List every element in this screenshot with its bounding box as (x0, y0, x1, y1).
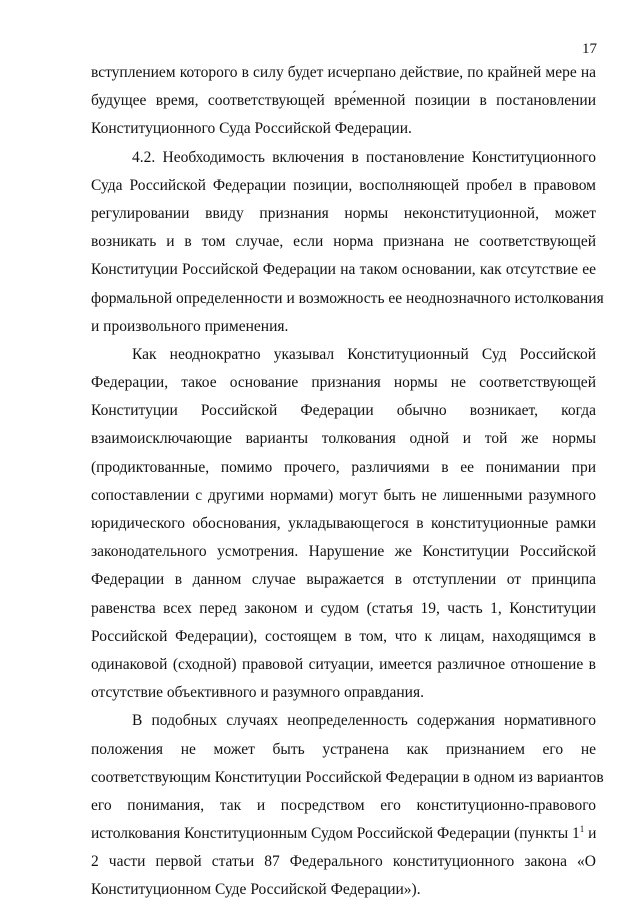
superscript: 1 (579, 823, 585, 834)
text-line: Российской Федерации), состоящем в том, что к лицам, находящимся в (91, 627, 596, 645)
text-line: отсутствие объективного и разумного оправдания. (91, 684, 424, 702)
text-line: равенства всех перед законом и судом (статья 19, часть 1, Конституции (91, 599, 596, 617)
paragraph (91, 59, 596, 144)
text-line: одинаковой (сходной) правовой ситуации, имеется различное отношение в (91, 655, 596, 673)
text-line: его понимания, так и посредством его конституционно-правового (91, 796, 596, 814)
text-line: Федерации в данном случае выражается в отступлении от принципа (91, 571, 596, 589)
text-line-with-superscript (91, 820, 596, 848)
text-line: юридического обоснования, укладывающегося в конституционные рамки (91, 515, 596, 532)
text-segment: и (584, 825, 597, 843)
page-number: 17 (582, 41, 597, 57)
text-segment: истолкования Конституционным Судом Российской Федерации (пункты 1 (91, 825, 580, 843)
text-line: положения не может быть устранена как признанием его не (91, 740, 596, 758)
text-line: Суда Российской Федерации позиции, восполняющей пробел в правовом (91, 176, 596, 194)
text-line: (продиктованные, помимо прочего, различиями в ее понимании при (91, 458, 596, 476)
text-line: Конституции Российской Федерации обычно возникает, когда (91, 402, 596, 420)
text-line: 4.2. Необходимость включения в постановление Конституционного (132, 148, 596, 166)
text-line: возникать и в том случае, если норма признана не соответствующей (91, 233, 596, 251)
text-line: Конституционном Суде Российской Федерации»). (91, 881, 421, 899)
text-line: В подобных случаях неопределенность содержания нормативного (132, 712, 596, 730)
text-line: вступлением которого в силу будет исчерпано действие, по крайней мере на (91, 64, 596, 81)
text-line: законодательного усмотрения. Нарушение же Конституции Российской (91, 543, 596, 561)
paragraph (91, 707, 604, 904)
text-line: формальной определенности и возможность ее неоднозначного истолкования (91, 289, 604, 307)
text-line: и произвольного применения. (91, 317, 289, 335)
text-line: сопоставлении с другими нормами) могут быть не лишенными разумного (91, 486, 596, 504)
text-line: будущее время, соответствующей вре́менной позиции в постановлении (91, 92, 596, 110)
text-line: Конституционного Суда Российской Федерации. (91, 120, 412, 138)
text-line: Как неоднократно указывал Конституционный Суд Российской (132, 345, 596, 363)
text-line: регулировании ввиду признания нормы неконституционной, может (91, 204, 596, 222)
paragraph (91, 144, 604, 341)
text-line: соответствующим Конституции Российской Федерации в одном из вариантов (91, 768, 604, 786)
paragraph (91, 341, 596, 707)
text-line: Федерации, такое основание признания нормы не соответствующей (91, 374, 596, 392)
text-line: 2 части первой статьи 87 Федерального конституционного закона «О (91, 853, 596, 871)
text-line: Конституции Российской Федерации на таком основании, как отсутствие ее (91, 261, 596, 279)
text-line: взаимоисключающие варианты толкования одной и той же нормы (91, 430, 596, 448)
document-body (91, 59, 604, 905)
